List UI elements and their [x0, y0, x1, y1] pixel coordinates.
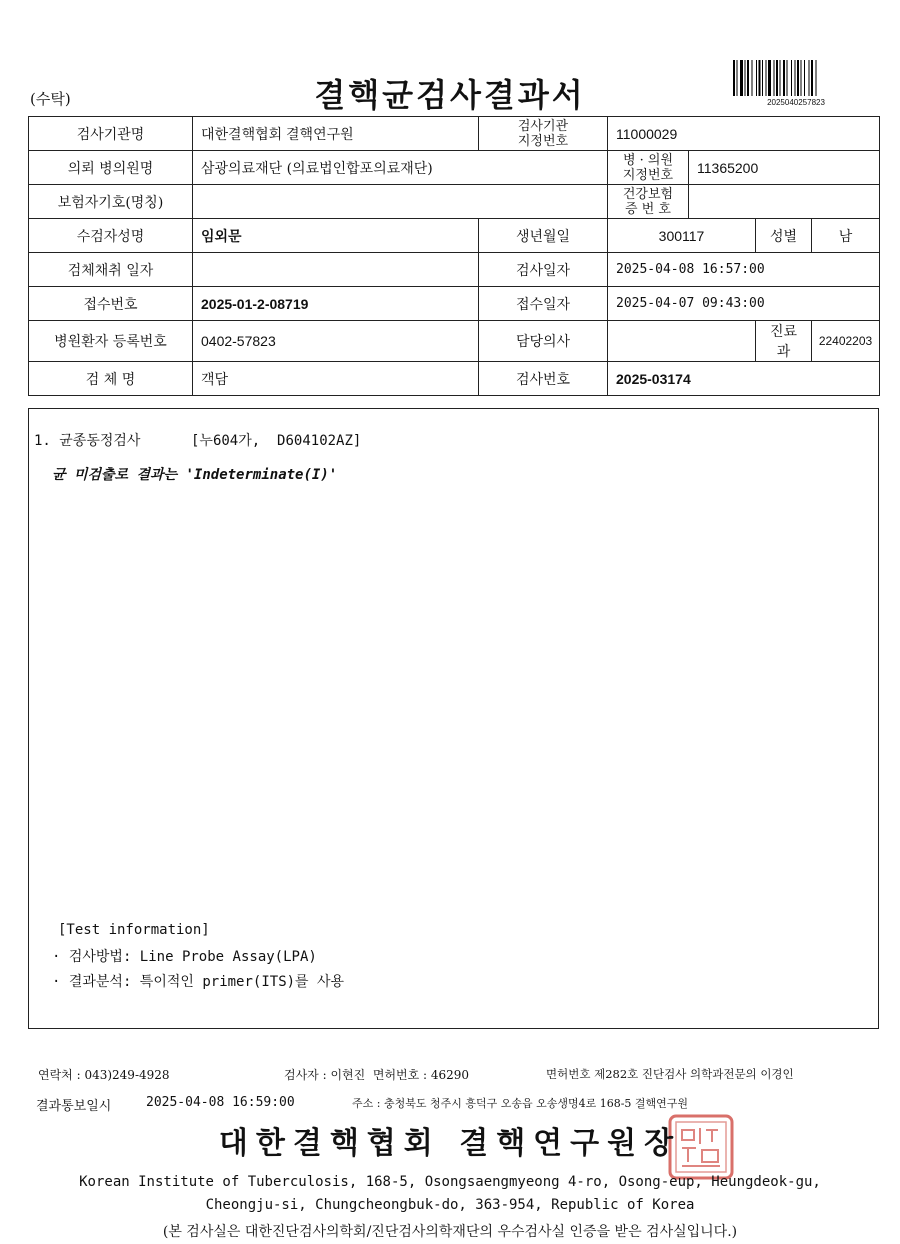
- receipt-no-label: 접수번호: [29, 287, 193, 321]
- address-kr: 주소 : 충청북도 청주시 흥덕구 오송읍 오송생명4로 168-5 결핵연구원: [352, 1097, 689, 1110]
- copy-label: (수탁): [30, 90, 71, 108]
- dob-value: 300117: [608, 219, 756, 253]
- dept-value: 22402203: [812, 321, 880, 362]
- table-row: [29, 219, 880, 253]
- hospital-code-label: 병 · 의원 지정번호: [608, 151, 689, 184]
- document-title: 결핵균검사결과서: [314, 76, 586, 114]
- result-line-2: 균 미검출로 결과는 'Indeterminate(I)': [52, 467, 338, 483]
- table-row: [29, 362, 880, 396]
- test-method: · 검사방법: Line Probe Assay(LPA): [52, 949, 317, 965]
- organization-name: 대한결핵협회 결핵연구원장: [218, 1126, 682, 1161]
- specialist: 면허번호 제282호 진단검사 의학과전문의 이경인: [546, 1067, 794, 1081]
- table-row: [29, 185, 880, 219]
- referrer-label: 의뢰 병의원명: [29, 151, 193, 185]
- test-analysis: · 결과분석: 특이적인 primer(ITS)를 사용: [52, 974, 345, 990]
- report-date-label: 결과통보일시: [36, 1099, 112, 1114]
- doctor-label: 담당의사: [479, 321, 608, 362]
- receipt-date-label: 접수일자: [479, 287, 608, 321]
- receipt-no-value: 2025-01-2-08719: [193, 287, 479, 321]
- doctor-value: [608, 321, 756, 362]
- specimen-value: 객담: [193, 362, 479, 396]
- insurance-no-label: 건강보험 증 번 호: [608, 185, 689, 218]
- table-row: [29, 151, 880, 185]
- lab-name-value: 대한결핵협회 결핵연구원: [193, 117, 479, 151]
- patient-info-table: [28, 116, 880, 396]
- table-row: [29, 253, 880, 287]
- test-info-heading: [Test information]: [58, 922, 210, 938]
- collection-date-value: [193, 253, 479, 287]
- hospital-code-value: 11365200: [697, 159, 759, 176]
- tester: 검사자 : 이현진 면허번호 : 46290: [284, 1068, 470, 1082]
- patient-reg-label: 병원환자 등록번호: [29, 321, 193, 362]
- lab-code-value: 11000029: [608, 117, 880, 151]
- lab-name-label: 검사기관명: [29, 117, 193, 151]
- test-date-label: 검사일자: [479, 253, 608, 287]
- address-en-line-1: Korean Institute of Tuberculosis, 168-5, Osongsaengmyeong 4-ro, Osong-eup, Heungdeok-gu,: [79, 1174, 821, 1190]
- report-date: 2025-04-08 16:59:00: [146, 1095, 295, 1110]
- table-row: [29, 117, 880, 151]
- test-date-value: 2025-04-08 16:57:00: [608, 253, 880, 287]
- patient-name-label: 수검자성명: [29, 219, 193, 253]
- test-no-label: 검사번호: [479, 362, 608, 396]
- insurance-no-cell: [608, 185, 880, 219]
- patient-reg-value: 0402-57823: [193, 321, 479, 362]
- patient-name-value: 임외문: [193, 219, 479, 253]
- table-row: [29, 321, 880, 362]
- insurer-label: 보험자기호(명칭): [29, 185, 193, 219]
- certification-note: (본 검사실은 대한진단검사의학회/진단검사의학재단의 우수검사실 인증을 받은 검사실입니다.): [162, 1224, 738, 1240]
- address-en-line-2: Cheongju-si, Chungcheongbuk-do, 363-954, Republic of Korea: [205, 1197, 695, 1213]
- contact: 연락처 : 043)249-4928: [38, 1068, 170, 1082]
- insurer-value: [193, 185, 608, 219]
- specimen-label: 검 체 명: [29, 362, 193, 396]
- receipt-date-value: 2025-04-07 09:43:00: [608, 287, 880, 321]
- sex-label: 성별: [756, 219, 812, 253]
- lab-code-label: 검사기관 지정번호: [479, 117, 608, 151]
- referrer-value: 삼광의료재단 (의료법인합포의료재단): [193, 151, 608, 185]
- barcode-number: 2025040257823: [767, 98, 825, 107]
- collection-date-label: 검체채취 일자: [29, 253, 193, 287]
- dob-label: 생년월일: [479, 219, 608, 253]
- barcode-icon: [733, 60, 859, 96]
- result-line-1: 1. 균종동정검사 [누604가, D604102AZ]: [34, 433, 362, 449]
- table-row: [29, 287, 880, 321]
- test-no-value: 2025-03174: [608, 362, 880, 396]
- hospital-code-cell: [608, 151, 880, 185]
- sex-value: 남: [812, 219, 880, 253]
- dept-label: 진료과: [756, 321, 812, 362]
